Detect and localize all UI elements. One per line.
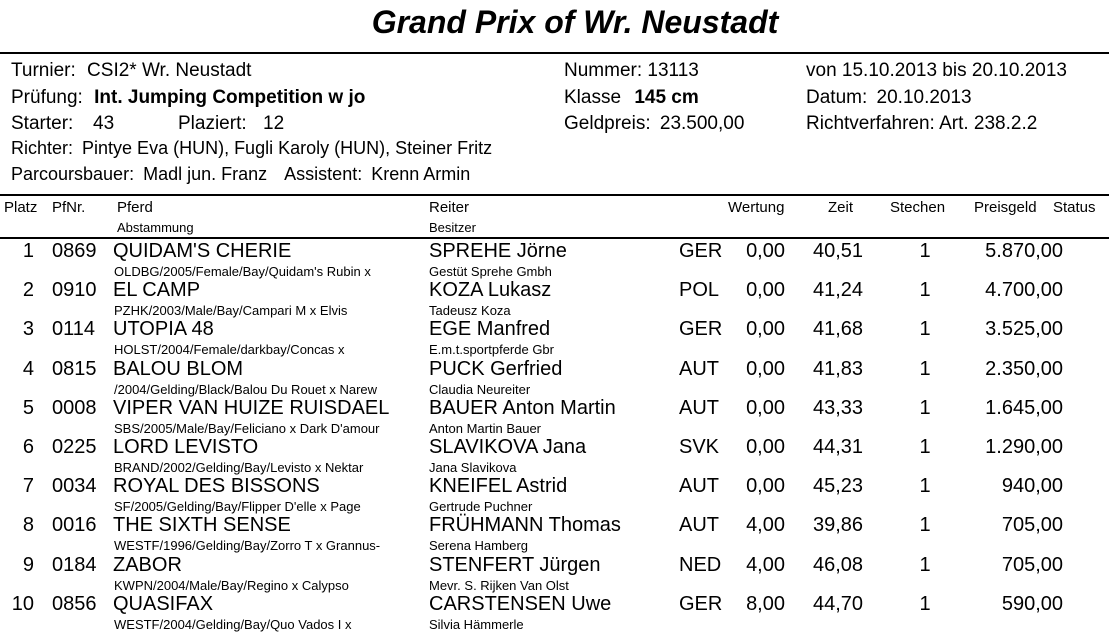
- rider-name: FRÜHMANN Thomas: [429, 514, 621, 537]
- wertung-cell: 4,00: [746, 514, 785, 537]
- pedigree-cell: WESTF/2004/Gelding/Bay/Quo Vados I x: [114, 616, 352, 632]
- date-range-line: [806, 60, 1067, 82]
- preisgeld-cell: 4.700,00: [985, 279, 1063, 302]
- rider-name: SLAVIKOVA Jana: [429, 436, 587, 458]
- bis-value: 20.10.2013: [971, 60, 1067, 81]
- divider-top: [0, 52, 1109, 54]
- preisgeld-cell: 940,00: [1001, 475, 1063, 498]
- geldpreis-value: 23.500,00: [659, 113, 745, 134]
- col-platz: Platz: [4, 199, 38, 216]
- rider-name: BAUER Anton Martin: [429, 396, 616, 419]
- owner-cell: Serena Hamberg: [429, 538, 528, 554]
- pfnr-cell: 0856: [52, 592, 97, 615]
- nation-cell: AUT: [679, 396, 719, 419]
- wertung-cell: 0,00: [746, 396, 785, 419]
- zeit-cell: 46,08: [813, 553, 864, 576]
- owner-cell: Claudia Neureiter: [429, 381, 531, 397]
- divider-middle: [0, 194, 1109, 196]
- platz-cell: 5: [22, 396, 34, 419]
- horse-name: BALOU BLOM: [113, 357, 244, 380]
- col-abstammung: Abstammung: [117, 220, 194, 235]
- richter-line: [11, 138, 492, 159]
- pfnr-cell: 0225: [52, 436, 97, 458]
- nation-cell: GER: [679, 318, 723, 341]
- turnier-value: CSI2* Wr. Neustadt: [87, 60, 252, 81]
- platz-cell: 8: [22, 514, 34, 537]
- wertung-cell: 0,00: [746, 357, 785, 380]
- wertung-cell: 0,00: [746, 475, 785, 498]
- rider-name: SPREHE Jörne: [429, 240, 567, 262]
- owner-cell: Tadeusz Koza: [429, 303, 511, 319]
- owner-cell: Mevr. S. Rijken Van Olst: [429, 577, 569, 593]
- zeit-cell: 45,23: [813, 475, 864, 498]
- richter-label: Richter:: [11, 138, 74, 158]
- wertung-cell: 0,00: [746, 318, 785, 341]
- platz-cell: 10: [11, 592, 34, 615]
- rider-name: KOZA Lukasz: [429, 279, 552, 302]
- wertung-cell: 0,00: [746, 436, 785, 458]
- datum-line: [806, 87, 972, 109]
- datum-value: 20.10.2013: [876, 87, 972, 108]
- platz-cell: 4: [22, 357, 34, 380]
- wertung-cell: 4,00: [746, 553, 785, 576]
- richtverfahren-line: [806, 113, 1037, 135]
- bis-label: bis: [942, 60, 967, 81]
- datum-label: Datum:: [806, 87, 868, 108]
- stechen-cell: 1: [919, 279, 931, 302]
- preisgeld-cell: 2.350,00: [985, 357, 1063, 380]
- horse-name: EL CAMP: [113, 279, 201, 302]
- pruefung-value: Int. Jumping Competition w jo: [94, 87, 366, 108]
- von-label: von: [806, 60, 837, 81]
- starter-value: 43: [93, 113, 115, 134]
- starter-label: Starter:: [11, 113, 74, 134]
- pedigree-cell: /2004/Gelding/Black/Balou Du Rouet x Narew: [114, 381, 378, 397]
- pfnr-cell: 0184: [52, 553, 97, 576]
- preisgeld-cell: 590,00: [1001, 592, 1063, 615]
- geldpreis-line: [564, 113, 744, 135]
- turnier-label: Turnier:: [11, 60, 76, 81]
- platziert-value: 12: [263, 113, 285, 134]
- horse-name: VIPER VAN HUIZE RUISDAEL: [113, 396, 390, 419]
- stechen-cell: 1: [919, 553, 931, 576]
- nummer-value: 13113: [647, 60, 699, 81]
- parcours-label: Parcoursbauer:: [11, 164, 135, 184]
- zeit-cell: 44,70: [813, 592, 864, 615]
- rider-name: PUCK Gerfried: [429, 357, 563, 380]
- pedigree-cell: OLDBG/2005/Female/Bay/Quidam's Rubin x: [114, 264, 371, 279]
- stechen-cell: 1: [919, 396, 931, 419]
- zeit-cell: 39,86: [813, 514, 864, 537]
- klasse-label: Klasse: [564, 87, 622, 108]
- zeit-cell: 44,31: [813, 436, 864, 458]
- col-zeit: Zeit: [828, 199, 854, 216]
- nation-cell: AUT: [679, 475, 719, 498]
- klasse-line: [564, 87, 699, 109]
- wertung-cell: 0,00: [746, 240, 785, 262]
- col-pfnr: PfNr.: [52, 199, 86, 216]
- nummer-line: [564, 60, 699, 82]
- owner-cell: Gestüt Sprehe Gmbh: [429, 264, 552, 279]
- pruefung-label: Prüfung:: [11, 87, 83, 108]
- col-wertung: Wertung: [728, 199, 785, 216]
- nummer-label: Nummer:: [564, 60, 643, 81]
- stechen-cell: 1: [919, 436, 931, 458]
- zeit-cell: 43,33: [813, 396, 864, 419]
- zeit-cell: 40,51: [813, 240, 864, 262]
- parcours-line: [11, 164, 470, 185]
- pfnr-cell: 0034: [52, 475, 97, 498]
- owner-cell: Anton Martin Bauer: [429, 420, 542, 436]
- stechen-cell: 1: [919, 592, 931, 615]
- owner-cell: E.m.t.sportpferde Gbr: [429, 342, 554, 358]
- richtverfahren-label: Richtverfahren:: [806, 113, 935, 134]
- nation-cell: GER: [679, 240, 723, 262]
- turnier-line: [11, 60, 251, 82]
- pfnr-cell: 0114: [52, 318, 96, 341]
- pruefung-line: [11, 87, 365, 109]
- pedigree-cell: HOLST/2004/Female/darkbay/Concas x: [114, 342, 345, 358]
- richtverfahren-value: Art. 238.2.2: [939, 113, 1038, 134]
- wertung-cell: 0,00: [746, 279, 785, 302]
- preisgeld-cell: 705,00: [1001, 514, 1063, 537]
- owner-cell: Silvia Hämmerle: [429, 616, 524, 632]
- platz-cell: 2: [22, 279, 34, 302]
- page-title: Grand Prix of Wr. Neustadt: [371, 4, 779, 40]
- pfnr-cell: 0910: [52, 279, 97, 302]
- nation-cell: NED: [679, 553, 722, 576]
- horse-name: ZABOR: [113, 553, 182, 576]
- pfnr-cell: 0008: [52, 396, 97, 419]
- col-preisgeld: Preisgeld: [974, 199, 1037, 216]
- geldpreis-label: Geldpreis:: [564, 113, 651, 134]
- nation-cell: POL: [679, 279, 720, 302]
- pfnr-cell: 0815: [52, 357, 97, 380]
- pedigree-cell: SBS/2005/Male/Bay/Feliciano x Dark D'amour: [114, 420, 380, 436]
- zeit-cell: 41,83: [813, 357, 864, 380]
- nation-cell: SVK: [679, 436, 720, 458]
- col-status: Status: [1053, 199, 1096, 216]
- pedigree-cell: PZHK/2003/Male/Bay/Campari M x Elvis: [114, 303, 348, 319]
- pfnr-cell: 0869: [52, 240, 97, 262]
- col-reiter: Reiter: [429, 199, 470, 216]
- stechen-cell: 1: [919, 475, 931, 498]
- rider-name: CARSTENSEN Uwe: [429, 592, 612, 615]
- wertung-cell: 8,00: [746, 592, 785, 615]
- rider-name: EGE Manfred: [429, 318, 551, 341]
- rider-name: KNEIFEL Astrid: [429, 475, 568, 498]
- preisgeld-cell: 3.525,00: [985, 318, 1063, 341]
- nation-cell: GER: [679, 592, 723, 615]
- pedigree-cell: WESTF/1996/Gelding/Bay/Zorro T x Grannus-: [114, 538, 381, 554]
- assistent-value: Krenn Armin: [371, 164, 471, 184]
- horse-name: LORD LEVISTO: [113, 436, 259, 458]
- parcours-value: Madl jun. Franz: [143, 164, 268, 184]
- owner-cell: Gertrude Puchner: [429, 499, 533, 515]
- platz-cell: 3: [22, 318, 34, 341]
- platz-cell: 6: [22, 436, 34, 458]
- pedigree-cell: KWPN/2004/Male/Bay/Regino x Calypso: [114, 577, 349, 593]
- col-besitzer: Besitzer: [429, 220, 476, 235]
- platz-cell: 1: [22, 240, 34, 262]
- platz-cell: 7: [22, 475, 34, 498]
- rider-name: STENFERT Jürgen: [429, 553, 601, 576]
- pedigree-cell: SF/2005/Gelding/Bay/Flipper D'elle x Page: [114, 499, 361, 515]
- horse-name: QUASIFAX: [113, 592, 214, 615]
- platziert-label: Plaziert:: [178, 113, 247, 134]
- pedigree-cell: BRAND/2002/Gelding/Bay/Levisto x Nektar: [114, 460, 364, 475]
- klasse-value: 145 cm: [634, 87, 699, 108]
- assistent-label: Assistent:: [284, 164, 363, 184]
- stechen-cell: 1: [919, 514, 931, 537]
- preisgeld-cell: 1.290,00: [985, 436, 1063, 458]
- stechen-cell: 1: [919, 357, 931, 380]
- nation-cell: AUT: [679, 514, 719, 537]
- platz-cell: 9: [22, 553, 34, 576]
- col-pferd: Pferd: [117, 199, 153, 216]
- col-stechen: Stechen: [890, 199, 946, 216]
- horse-name: THE SIXTH SENSE: [113, 514, 291, 537]
- divider-table: [0, 237, 1109, 239]
- owner-cell: Jana Slavikova: [429, 460, 517, 475]
- preisgeld-cell: 1.645,00: [985, 396, 1063, 419]
- nation-cell: AUT: [679, 357, 719, 380]
- horse-name: UTOPIA 48: [113, 318, 214, 341]
- preisgeld-cell: 705,00: [1001, 553, 1063, 576]
- horse-name: QUIDAM'S CHERIE: [113, 240, 292, 262]
- zeit-cell: 41,24: [813, 279, 864, 302]
- pfnr-cell: 0016: [52, 514, 97, 537]
- von-value: 15.10.2013: [841, 60, 938, 81]
- zeit-cell: 41,68: [813, 318, 864, 341]
- stechen-cell: 1: [919, 240, 931, 262]
- horse-name: ROYAL DES BISSONS: [113, 475, 320, 498]
- preisgeld-cell: 5.870,00: [985, 240, 1063, 262]
- richter-value: Pintye Eva (HUN), Fugli Karoly (HUN), Steiner Fritz: [82, 138, 493, 158]
- stechen-cell: 1: [919, 318, 931, 341]
